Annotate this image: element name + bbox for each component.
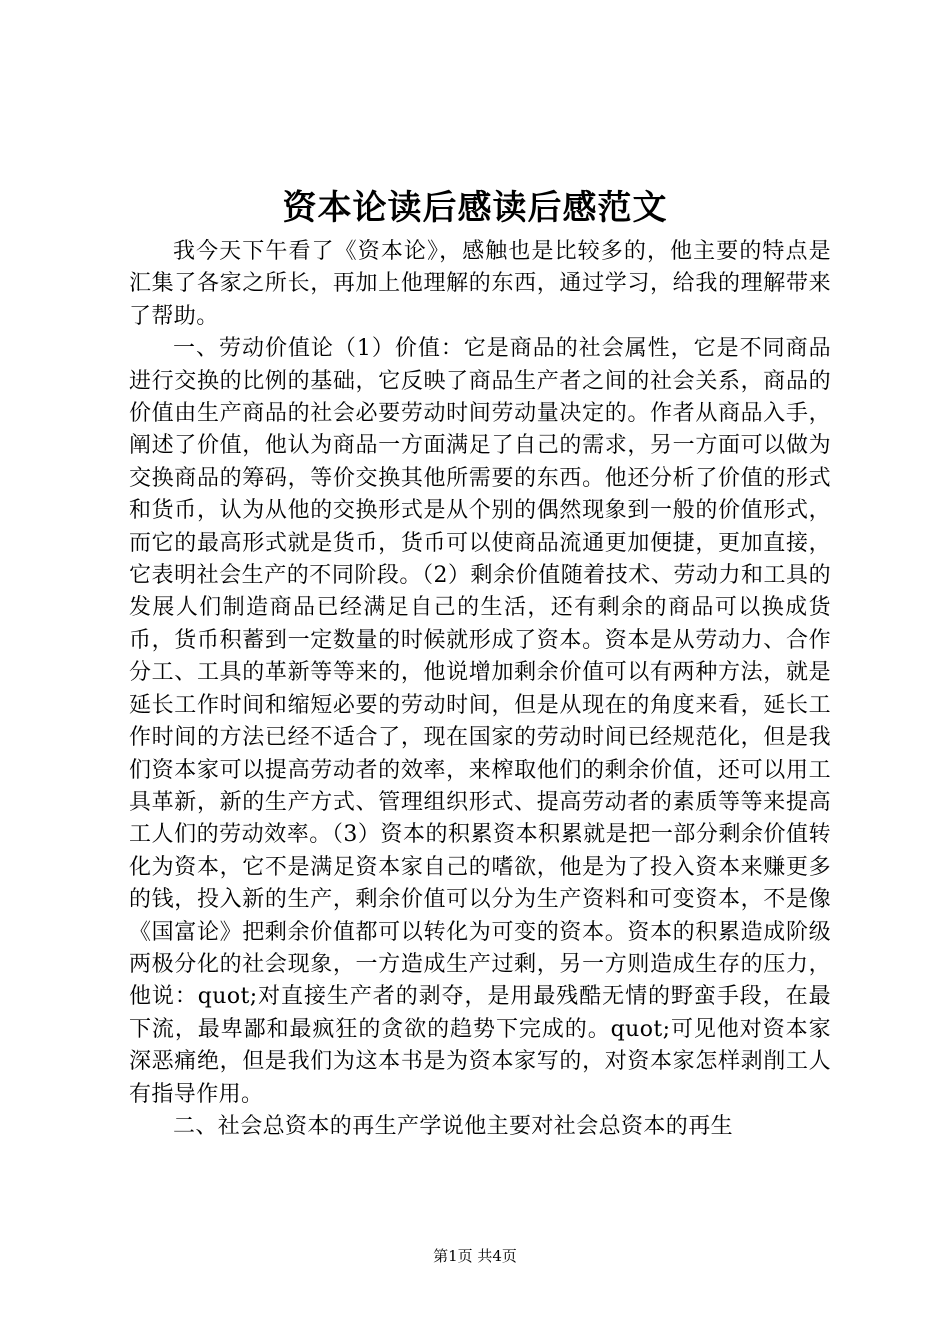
document-title: 资本论读后感读后感范文: [282, 188, 668, 228]
paragraph-reproduction-theory: 二、社会总资本的再生产学说他主要对社会总资本的再生: [173, 1113, 734, 1139]
document-body: [129, 236, 831, 1143]
paragraph-labor-value-theory: 一、劳动价值论（1）价值：它是商品的社会属性，它是不同商品进行交换的比例的基础，它反映了商品生产者之间的社会关系，商品的价值由生产商品的社会必要劳动时间劳动量决定的。作者从商品入手，阐述了价值，他认为商品一方面满足了自己的需求，另一方面可以做为交换商品的筹码，等价交换其他所需要的东西。他还分析了价值的形式和货币，认为从他的交换形式是从个别的偶然现象到一般的价值形式，而它的最高形式就是货币，货币可以使商品流通更加便捷，更加直接，它表明社会生产的不同阶段。（2）剩余价值随着技术、劳动力和工具的发展人们制造商品已经满足自己的生活，还有剩余的商品可以换成货币，货币积蓄到一定数量的时候就形成了资本。资本是从劳动力、合作分工、工具的革新等等来的，他说增加剩余价值可以有两种方法，就是延长工作时间和缩短必要的劳动时间，但是从现在的角度来看，延长工作时间的方法已经不适合了，现在国家的劳动时间已经规范化，但是我们资本家可以提高劳动者的效率，来榨取他们的剩余价值，还可以用工具革新，新的生产方式、管理组织形式、提高劳动者的素质等等来提高工人们的劳动效率。（3）资本的积累资本积累就是把一部分剩余价值转化为资本，它不是满足资本家自己的嗜欲，他是为了投入资本来赚更多的钱，投入新的生产，剩余价值可以分为生产资料和可变资本，不是像《国富论》把剩余价值都可以转化为可变的资本。资本的积累造成阶级两极分化的社会现象，一方造成生产过剩，另一方则造成生存的压力，他说：quot;对直接生产者的剥夺，是用最残酷无情的野蛮手段，在最下流，最卑鄙和最疯狂的贪欲的趋势下完成的。quot;可见他对资本家深恶痛绝，但是我们为这本书是为资本家写的，对资本家怎样剥削工人有指导作用。: [129, 336, 831, 1107]
page-number-footer: 第1页 共4页: [433, 1247, 517, 1265]
paragraph-intro: 我今天下午看了《资本论》，感触也是比较多的，他主要的特点是汇集了各家之所长，再加上他理解的东西，通过学习，给我的理解带来了帮助。: [129, 239, 831, 329]
